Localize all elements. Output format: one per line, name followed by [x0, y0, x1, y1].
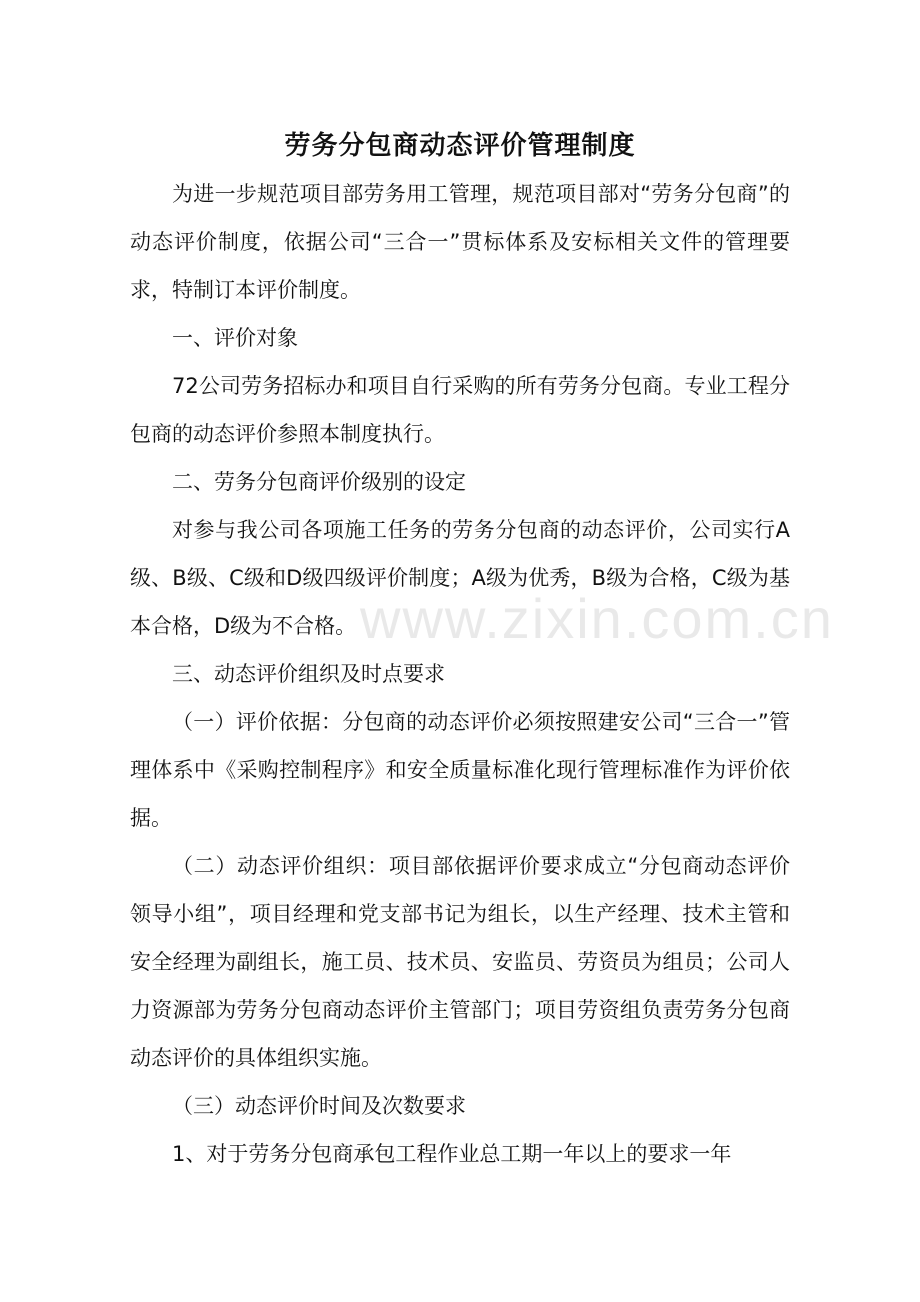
document-title: 劳务分包商动态评价管理制度 — [284, 131, 636, 161]
paragraph-evaluation-levels: 对参与我公司各项施工任务的劳务分包商的动态评价，公司实行A级、B级、C级和D级四级评价制度；A级为优秀，B级为合格，C级为基本合格，D级为不合格。 — [130, 518, 790, 638]
heading-evaluation-levels: 二、劳务分包商评价级别的设定 — [172, 470, 466, 494]
watermark-text: www.zixin.com.cn — [360, 587, 834, 650]
heading-evaluation-target: 一、评价对象 — [172, 326, 298, 350]
paragraph-intro: 为进一步规范项目部劳务用工管理，规范项目部对“劳务分包商”的动态评价制度，依据公司“三合一”贯标体系及安标相关文件的管理要求，特制订本评价制度。 — [130, 182, 790, 302]
document-body — [130, 170, 790, 1178]
paragraph-evaluation-target: 72公司劳务招标办和项目自行采购的所有劳务分包商。专业工程分包商的动态评价参照本制度执行。 — [130, 374, 790, 446]
heading-evaluation-time: （三）动态评价时间及次数要求 — [172, 1094, 466, 1118]
heading-organization-timing: 三、动态评价组织及时点要求 — [172, 662, 445, 686]
paragraph-evaluation-basis: （一）评价依据：分包商的动态评价必须按照建安公司“三合一”管理体系中《采购控制程序》和安全质量标准化现行管理标准作为评价依据。 — [130, 710, 790, 830]
paragraph-evaluation-organization: （二）动态评价组织：项目部依据评价要求成立“分包商动态评价领导小组”，项目经理和党支部书记为组长，以生产经理、技术主管和安全经理为副组长，施工员、技术员、安监员、劳资员为组员；公司人力资源部为劳务分包商动态评价主管部门；项目劳资组负责劳务分包商动态评价的具体组织实施。 — [130, 854, 790, 1070]
paragraph-time-requirement: 1、对于劳务分包商承包工程作业总工期一年以上的要求一年 — [172, 1142, 732, 1166]
